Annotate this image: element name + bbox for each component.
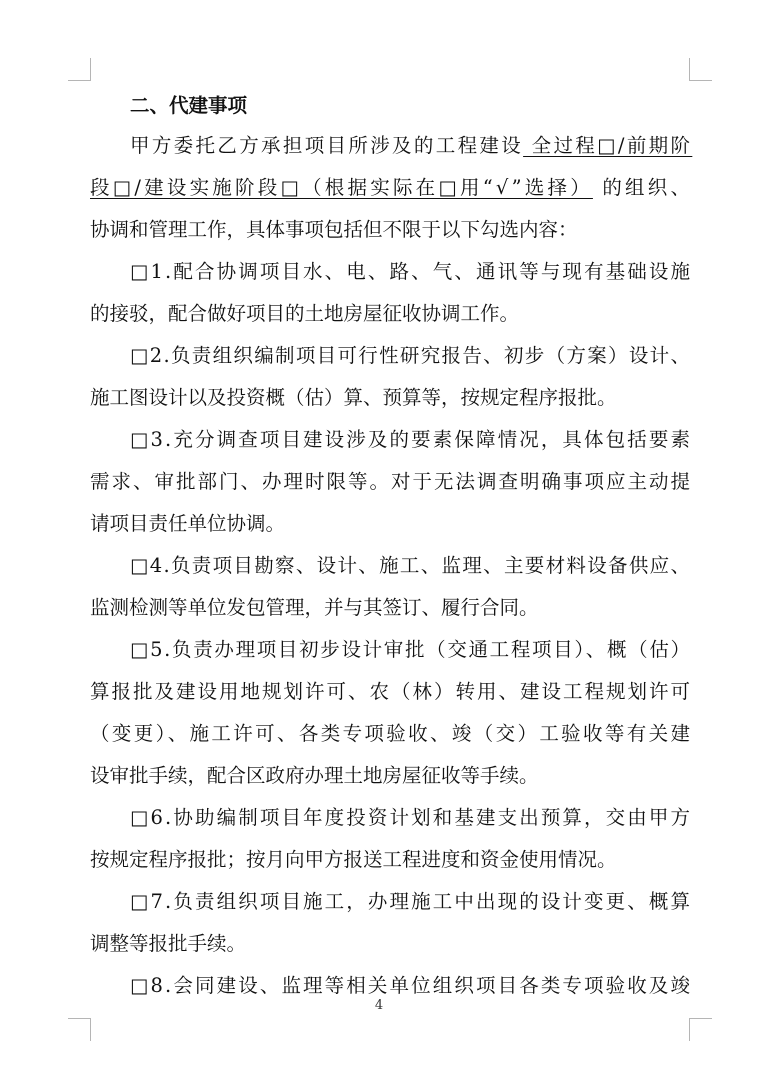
item-line: 按规定程序报批；按月向甲方报送工程进度和资金使用情况。	[90, 848, 617, 871]
item-line: □4.负责项目勘察、设计、施工、监理、主要材料设备供应、	[130, 554, 692, 577]
item-line: 调整等报批手续。	[90, 932, 247, 955]
item-line: □1.配合协调项目水、电、路、气、通讯等与现有基础设施	[130, 260, 693, 283]
item-3	[90, 419, 693, 545]
item-5	[90, 629, 693, 797]
intro-underlined-options-cont: 段□/建设实施阶段□（根据实际在□用“√”选择）	[90, 176, 593, 199]
page-number: 4	[374, 998, 384, 1013]
item-line: □5.负责办理项目初步设计审批（交通工程项目）、概（估）	[130, 638, 692, 661]
item-line: 请项目责任单位协调。	[90, 512, 286, 535]
item-line: □2.负责组织编制项目可行性研究报告、初步（方案）设计、	[130, 344, 692, 367]
item-6	[90, 797, 693, 881]
item-line: （变更）、施工许可、各类专项验收、竣（交）工验收等有关建	[90, 722, 693, 745]
intro-underlined-options: 全过程□/前期阶	[523, 134, 693, 157]
item-line: 算报批及建设用地规划许可、农（林）转用、建设工程规划许可	[90, 680, 692, 703]
document-body	[90, 87, 694, 1007]
item-line: 监测检测等单位发包管理，并与其签订、履行合同。	[90, 596, 539, 619]
item-line: 的接驳，配合做好项目的土地房屋征收协调工作。	[90, 302, 520, 325]
intro-text: 甲方委托乙方承担项目所涉及的工程建设	[130, 134, 524, 157]
item-line: 需求、审批部门、办理时限等。对于无法调查明确事项应主动提	[90, 470, 692, 493]
item-line: 设审批手续，配合区政府办理土地房屋征收等手续。	[90, 764, 539, 787]
item-line: □3.充分调查项目建设涉及的要素保障情况，具体包括要素	[130, 428, 693, 451]
item-7	[90, 881, 693, 965]
crop-mark-bottom-right	[689, 1018, 712, 1041]
item-4	[90, 545, 690, 629]
item-line: □6.协助编制项目年度投资计划和基建支出预算，交由甲方	[130, 806, 693, 829]
item-line: □8.会同建设、监理等相关单位组织项目各类专项验收及竣	[130, 974, 693, 997]
crop-mark-top-left	[68, 58, 91, 81]
item-1	[90, 251, 693, 335]
intro-text-cont: 的组织、	[592, 176, 694, 199]
crop-mark-top-right	[689, 58, 712, 81]
intro-line-2	[90, 167, 694, 209]
item-line: □7.负责组织项目施工，办理施工中出现的设计变更、概算	[130, 890, 693, 913]
item-2	[90, 335, 690, 419]
section-heading: 二、代建事项	[130, 94, 248, 117]
crop-mark-bottom-left	[68, 1018, 91, 1041]
intro-line-3: 协调和管理工作，具体事项包括但不限于以下勾选内容：	[90, 218, 578, 241]
intro-line-1	[90, 125, 693, 167]
item-line: 施工图设计以及投资概（估）算、预算等，按规定程序报批。	[90, 386, 617, 409]
